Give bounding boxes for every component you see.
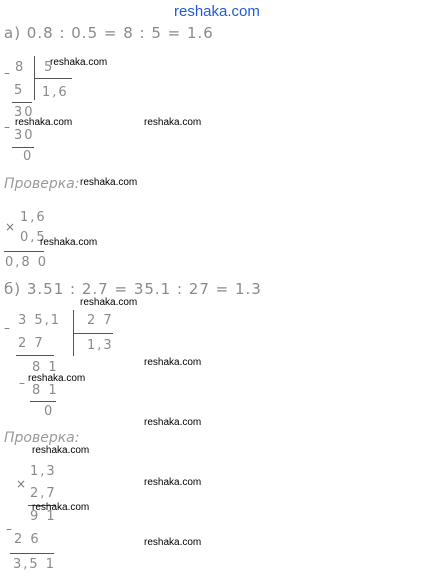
subtraction-line [12,102,32,103]
times-sign: × [5,220,16,234]
remainder-a1: 30 [14,105,35,120]
watermark: reshaka.com [144,357,202,368]
subtrahend-b2: 8 1 [32,383,59,398]
subtraction-line [30,401,56,402]
minus-sign: – [4,321,10,335]
remainder-b2: 0 [44,404,55,419]
watermark: reshaka.com [144,417,202,428]
minus-sign: – [19,376,25,390]
multiplicand-a: 1,6 [20,210,47,225]
division-divisor-bar [34,78,72,79]
multiplication-line [10,553,54,554]
watermark: reshaka.com [32,445,90,456]
multiplier-a: 0,5 [20,230,47,245]
minus-sign: – [4,66,10,80]
watermark: reshaka.com [144,117,202,128]
subtrahend-b1: 2 7 [18,336,45,351]
minus-sign: – [4,120,10,134]
quotient-b: 1,3 [87,338,114,353]
partial-product-2: 2 6 [14,532,41,547]
equation-b: б) 3.51 : 2.7 = 35.1 : 27 = 1.3 [4,280,262,298]
divisor-a: 5 [44,60,55,75]
remainder-a2: 0 [23,149,34,164]
watermark: reshaka.com [50,57,108,68]
quotient-a: 1,6 [42,85,69,100]
subtraction-line [12,147,34,148]
multiplier-b: 2,7 [30,486,57,501]
subtrahend-a2: 30 [14,128,35,143]
divisor-b: 2 7 [87,313,114,328]
multiplicand-b: 1,3 [30,464,57,479]
watermark: reshaka.com [80,177,138,188]
watermark: reshaka.com [80,297,138,308]
dividend-a: 8 [15,60,26,75]
multiplication-line [4,251,44,252]
plus-sign: – [6,522,12,536]
check-label-b: Проверка: [4,430,80,446]
dividend-b: 3 5,1 [18,313,62,328]
watermark: reshaka.com [28,373,86,384]
watermark: reshaka.com [15,117,73,128]
equation-a: а) 0.8 : 0.5 = 8 : 5 = 1.6 [4,24,214,42]
watermark: reshaka.com [144,477,202,488]
watermark: reshaka.com [40,237,98,248]
remainder-b1: 8 1 [32,360,59,375]
site-header[interactable]: reshaka.com [174,3,260,20]
division-divisor-bar [73,333,113,334]
watermark: reshaka.com [144,537,202,548]
subtrahend-a1: 5 [14,83,25,98]
watermark: reshaka.com [32,502,90,513]
product-b: 3,5 1 [13,557,57,572]
check-label-a: Проверка: [4,176,80,192]
partial-product-1: 9 1 [30,509,57,524]
product-a: 0,8 0 [5,255,49,270]
times-sign: × [16,477,27,491]
subtraction-line [16,355,54,356]
